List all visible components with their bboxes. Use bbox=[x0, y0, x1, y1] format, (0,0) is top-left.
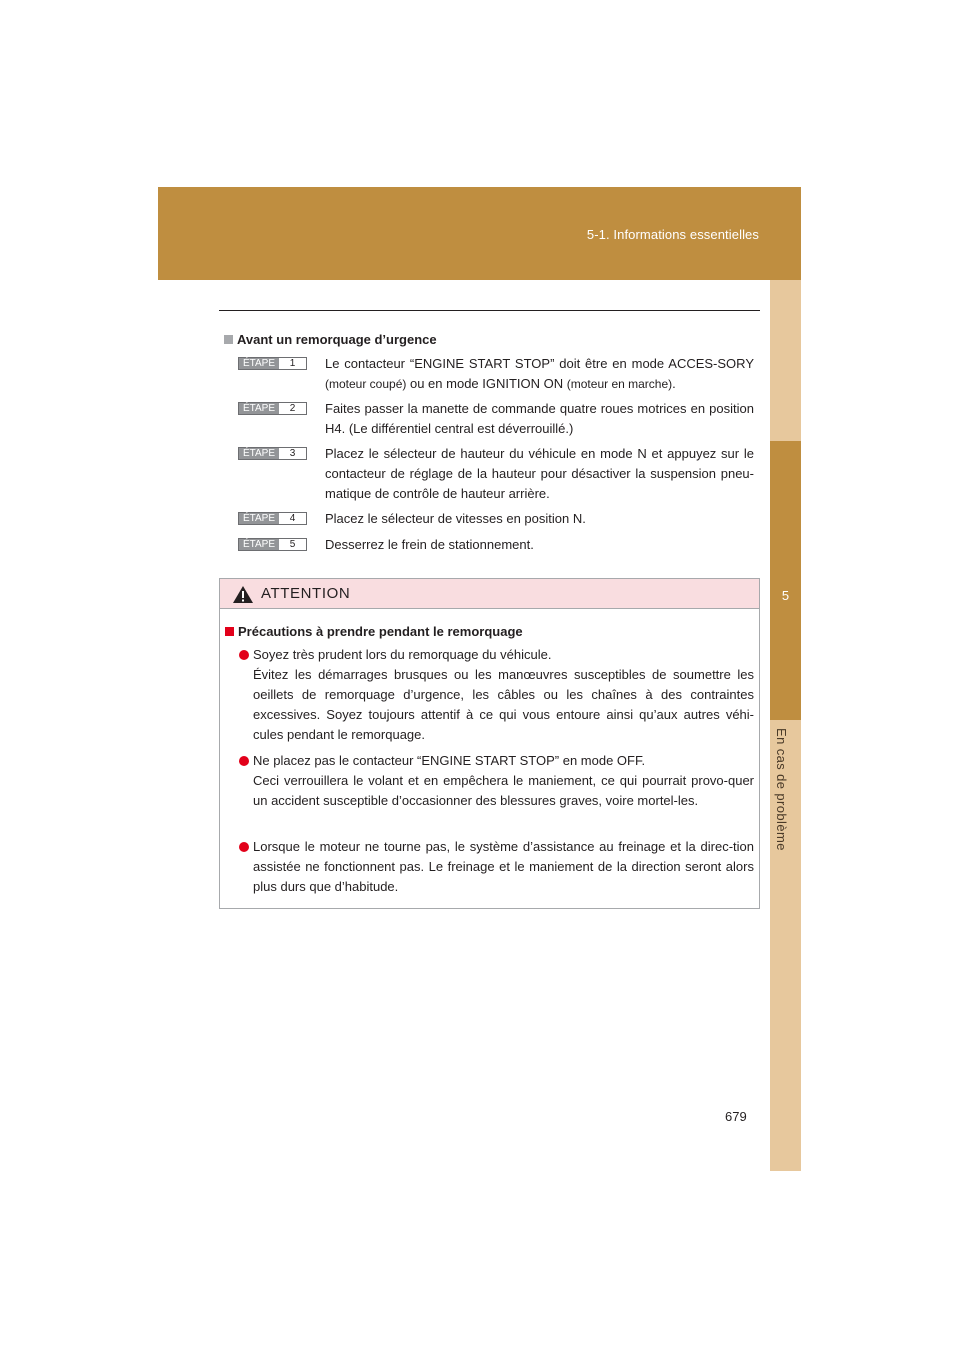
red-square-bullet-icon bbox=[225, 627, 234, 636]
step-badge-number: 5 bbox=[279, 539, 306, 550]
step-badge-number: 2 bbox=[279, 403, 306, 414]
step-badge bbox=[238, 447, 307, 460]
red-dot-bullet-icon bbox=[239, 756, 249, 766]
warning-item bbox=[239, 645, 754, 745]
red-dot-bullet-icon bbox=[239, 650, 249, 660]
warning-item-line: Ne placez pas le contacteur “ENGINE START STOP” en mode OFF. bbox=[253, 753, 646, 768]
page-number: 679 bbox=[725, 1109, 747, 1124]
step-text-mid: ou en mode IGNITION ON bbox=[406, 376, 567, 391]
square-bullet-icon bbox=[224, 335, 233, 344]
warning-item-line: Lorsque le moteur ne tourne pas, le système d’assistance au freinage et la direc-tion assistée ne fonctionnent pas. Le freinage et le maniement de la direction seront alors plus durs que d’habitude. bbox=[253, 839, 754, 894]
step-badge-number: 1 bbox=[279, 358, 306, 369]
step-text: Faites passer la manette de commande quatre roues motrices en position H4. (Le différentiel central est déverrouillé.) bbox=[325, 401, 754, 436]
warning-item-detail: Ceci verrouillera le volant et en empêchera le maniement, ce qui pourrait provo-quer un accident susceptible d’occasionner des blessures graves, voire mortel-les. bbox=[253, 773, 754, 808]
step-text: Placez le sélecteur de hauteur du véhicule en mode N et appuyez sur le contacteur de réglage de la hauteur pour désactiver la suspension pneu-matique de contrôle de hauteur arrière. bbox=[325, 446, 754, 501]
warning-item-detail: Évitez les démarrages brusques ou les manœuvres susceptibles de soumettre les oeillets de remorquage d’urgence, les câbles ou les chaînes à des contraintes excessives. Soyez toujours attentif à ce qui vous entoure ainsi qu’aux autres véhi-cules pendant le remorquage. bbox=[253, 667, 754, 742]
warning-subheading bbox=[225, 623, 523, 640]
step-badge bbox=[238, 357, 307, 370]
step-1 bbox=[238, 354, 754, 394]
section-divider bbox=[219, 310, 760, 311]
header-band bbox=[158, 187, 801, 280]
step-badge bbox=[238, 402, 307, 415]
subsection-title: Avant un remorquage d’urgence bbox=[237, 332, 437, 347]
section-title: 5-1. Informations essentielles bbox=[586, 227, 759, 242]
step-5 bbox=[238, 535, 754, 555]
warning-triangle-icon bbox=[232, 585, 254, 604]
warning-header bbox=[220, 579, 759, 609]
step-text: Desserrez le frein de stationnement. bbox=[325, 537, 534, 552]
step-badge-number: 4 bbox=[279, 513, 306, 524]
warning-item-line: Soyez très prudent lors du remorquage du véhicule. bbox=[253, 647, 552, 662]
chapter-side-bar bbox=[770, 280, 801, 1171]
step-badge bbox=[238, 538, 307, 551]
step-text: Placez le sélecteur de vitesses en position N. bbox=[325, 511, 586, 526]
step-text-end: . bbox=[672, 376, 676, 391]
step-text bbox=[325, 354, 754, 394]
step-badge-label: ÉTAPE bbox=[239, 403, 279, 414]
step-text-note: (moteur coupé) bbox=[325, 377, 407, 391]
step-badge-label: ÉTAPE bbox=[239, 513, 279, 524]
warning-item bbox=[239, 751, 754, 811]
step-badge-label: ÉTAPE bbox=[239, 539, 279, 550]
warning-title: ATTENTION bbox=[261, 585, 351, 602]
warning-subtitle: Précautions à prendre pendant le remorquage bbox=[238, 624, 523, 639]
step-badge-label: ÉTAPE bbox=[239, 358, 279, 369]
step-badge-label: ÉTAPE bbox=[239, 448, 279, 459]
step-4 bbox=[238, 509, 754, 529]
subsection-heading bbox=[224, 331, 437, 348]
red-dot-bullet-icon bbox=[239, 842, 249, 852]
warning-item bbox=[239, 837, 754, 897]
warning-box bbox=[219, 578, 760, 909]
step-2 bbox=[238, 399, 754, 439]
step-badge bbox=[238, 512, 307, 525]
step-text-note: (moteur en marche) bbox=[566, 377, 673, 391]
step-3 bbox=[238, 444, 754, 504]
chapter-title: En cas de problème bbox=[774, 728, 789, 851]
chapter-number: 5 bbox=[781, 588, 790, 603]
chapter-tab[interactable] bbox=[770, 441, 801, 720]
step-text-main: Le contacteur “ENGINE START STOP” doit être en mode ACCES-SORY bbox=[325, 356, 754, 371]
step-badge-number: 3 bbox=[279, 448, 306, 459]
